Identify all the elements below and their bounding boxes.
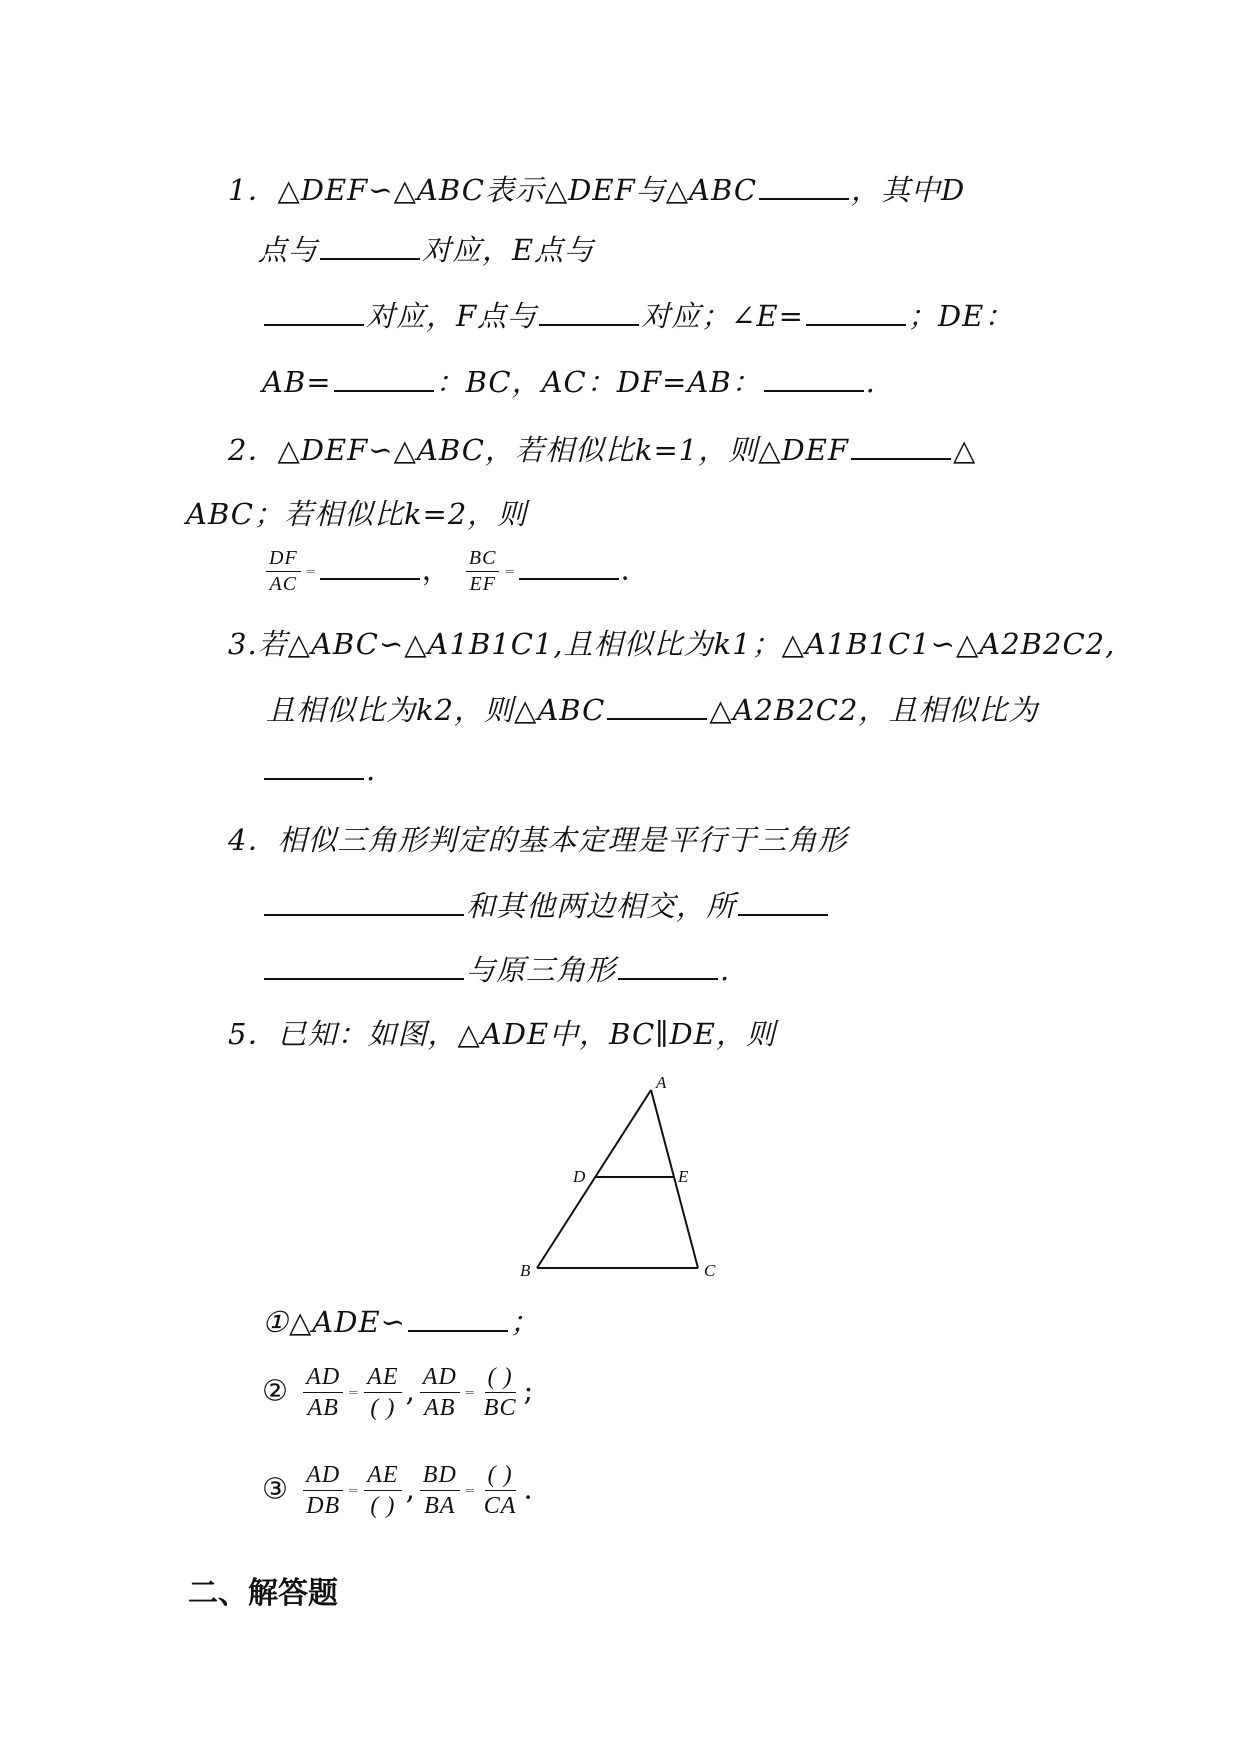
separator: ，: [421, 552, 452, 587]
numerator: ( ): [485, 1362, 516, 1393]
q4-line2: [262, 884, 830, 925]
fraction: [466, 546, 500, 597]
q1-text: AB=: [262, 365, 332, 399]
blank: [320, 232, 420, 260]
equals-sign: ＝: [503, 565, 517, 579]
circled-number: ③: [262, 1471, 289, 1506]
label-a: A: [656, 1073, 667, 1092]
q5-text: ；: [509, 1305, 540, 1339]
blank: [806, 298, 906, 326]
q5-line1: [228, 1012, 776, 1053]
q3-text: 且相似比为k2，则△ABC: [266, 693, 606, 727]
denominator: AB: [307, 1395, 339, 1421]
denominator: AC: [269, 573, 298, 595]
q3-text: △A2B2C2，且相似比为: [709, 693, 1039, 727]
q1-text: ，其中D: [851, 173, 966, 207]
numerator: AD: [303, 1460, 343, 1491]
blank: [264, 298, 364, 326]
side-ac: [651, 1090, 698, 1268]
q3-line2: [266, 688, 1038, 729]
label-e: E: [678, 1167, 689, 1186]
blank: [618, 952, 718, 980]
equals-sign: ＝: [304, 565, 318, 579]
q4-text: 与原三角形: [466, 953, 617, 987]
blank: [851, 432, 951, 460]
denominator: BC: [483, 1395, 517, 1421]
q3-line3: [262, 752, 376, 787]
q4-text: .: [720, 953, 731, 987]
blank: [759, 172, 849, 200]
numerator: ( ): [485, 1460, 516, 1491]
blank: [264, 752, 364, 780]
fraction: [303, 1460, 343, 1521]
numerator: AE: [364, 1362, 401, 1393]
denominator: EF: [469, 573, 496, 595]
equals-sign: ＝: [463, 1386, 477, 1400]
blank: [264, 888, 464, 916]
equals-sign: ＝: [463, 1484, 477, 1498]
q1-text: 1．△DEF∽△ABC表示△DEF与△ABC: [228, 173, 758, 207]
blank: [264, 952, 464, 980]
numerator: BC: [466, 546, 500, 572]
q2-text: △: [953, 433, 977, 467]
q1-line4: [262, 360, 876, 401]
equals-sign: ＝: [347, 1484, 361, 1498]
blank: [539, 298, 639, 326]
q5-sub1: [262, 1300, 540, 1341]
q1-line3: [262, 294, 1014, 335]
fraction: [364, 1460, 401, 1521]
q5-sub3: [262, 1460, 534, 1521]
numerator: DF: [266, 546, 301, 572]
denominator: ( ): [370, 1493, 396, 1519]
q1-text: ；DE：: [907, 299, 1015, 333]
numerator: AD: [420, 1362, 460, 1393]
equals-sign: ＝: [347, 1386, 361, 1400]
q2-fractions: [262, 546, 631, 597]
section-heading: 二、解答题: [188, 1576, 338, 1611]
blank: [764, 364, 864, 392]
blank: [607, 692, 707, 720]
comma: ,: [405, 1373, 416, 1408]
q2-line2: [186, 492, 527, 533]
period: .: [620, 552, 631, 587]
denominator: CA: [483, 1493, 517, 1519]
fraction: [420, 1460, 460, 1521]
numerator: AD: [303, 1362, 343, 1393]
q4-text: 和其他两边相交，所: [466, 889, 737, 923]
side-ab: [537, 1090, 651, 1268]
q2-text: 2．△DEF∽△ABC，若相似比k=1，则△DEF: [228, 433, 850, 467]
numerator: AE: [364, 1460, 401, 1491]
period: .: [523, 1471, 534, 1506]
blank: [408, 1304, 508, 1332]
blank: [738, 888, 828, 916]
denominator: BA: [424, 1493, 456, 1519]
fraction: [266, 546, 301, 597]
q1-text: ：BC，AC：DF=AB：: [435, 365, 762, 399]
semicolon: ;: [523, 1373, 535, 1408]
label-b: B: [520, 1261, 531, 1280]
numerator: BD: [420, 1460, 460, 1491]
denominator: DB: [306, 1493, 341, 1519]
label-c: C: [704, 1261, 716, 1280]
triangle-figure: [510, 1070, 730, 1280]
label-d: D: [573, 1167, 586, 1186]
q3-text: .: [366, 753, 377, 787]
fraction: [364, 1362, 401, 1423]
denominator: AB: [424, 1395, 456, 1421]
q1-text: 对应；∠E=: [641, 299, 804, 333]
blank: [334, 364, 434, 392]
fraction: [420, 1362, 460, 1423]
circled-number: ②: [262, 1373, 289, 1408]
fraction: [481, 1460, 520, 1521]
q5-text: 5．已知：如图，△ADE中，BC∥DE，则: [228, 1017, 776, 1051]
q1-text: 对应，E点与: [422, 233, 595, 267]
fraction: [303, 1362, 343, 1423]
q4-line1: [228, 818, 847, 859]
q3-line1: [228, 622, 1115, 663]
q2-line1: [228, 428, 976, 469]
fraction: [481, 1362, 520, 1423]
blank: [320, 552, 420, 580]
q1-text: 点与: [258, 233, 319, 267]
comma: ,: [405, 1471, 416, 1506]
q2-text: ABC；若相似比k=2，则: [186, 497, 528, 531]
denominator: ( ): [370, 1395, 396, 1421]
q4-line3: [262, 948, 730, 989]
q1-line1: [228, 168, 965, 209]
q5-sub2: [262, 1362, 534, 1423]
q1-text: .: [865, 365, 876, 399]
q1-line2: [258, 228, 594, 269]
q5-text: ①△ADE∽: [262, 1305, 406, 1339]
q1-text: 对应，F点与: [366, 299, 538, 333]
q4-text: 4．相似三角形判定的基本定理是平行于三角形: [228, 823, 848, 857]
q3-text: 3.若△ABC∽△A1B1C1,且相似比为k1；△A1B1C1∽△A2B2C2,: [228, 627, 1116, 661]
blank: [519, 552, 619, 580]
